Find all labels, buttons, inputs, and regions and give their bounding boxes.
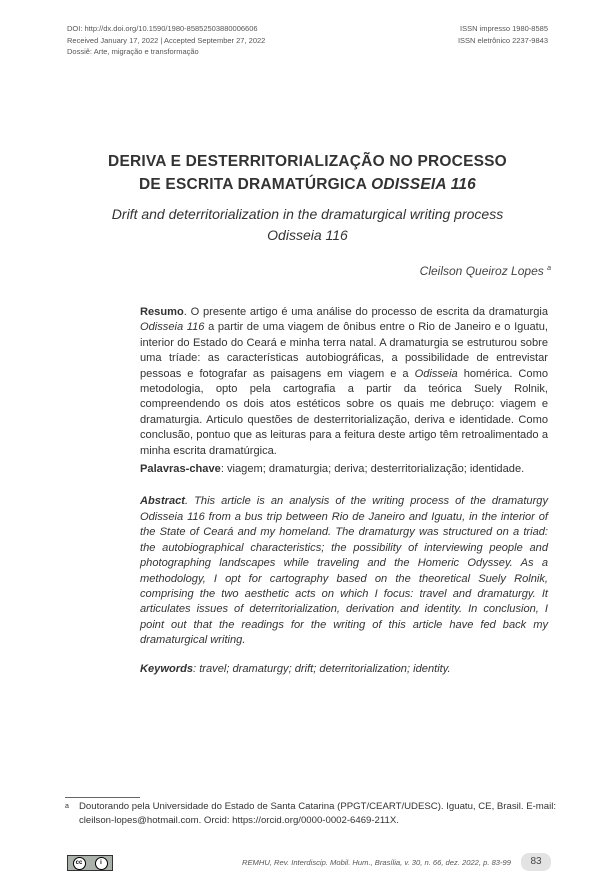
author-name-text: Cleilson Queiroz Lopes — [419, 264, 544, 278]
author-footnote — [65, 800, 560, 828]
cc-icon: cc — [73, 857, 86, 870]
title-line-2-text: DE ESCRITA DRAMATÚRGICA — [138, 176, 372, 193]
keywords-text: : travel; dramaturgy; drift; deterritorialization; identity. — [193, 662, 451, 675]
dossier-topic: Arte, migração e transformação — [93, 47, 199, 56]
abstract-label: Abstract — [140, 495, 186, 508]
issn-block — [458, 23, 548, 46]
creative-commons-license-icon[interactable] — [67, 855, 113, 871]
resumo-text-2: a partir de uma viagem de ônibus entre o Rio de Janeiro e o Iguatu, interior do Estado do Ceará e minha terra natal. A dramaturgia se estruturou sobre uma tríade: as características autobiográficas, a possibilidade de entrevistar pessoas e fotografar as paisagens em viagem e a — [140, 321, 548, 380]
article-metadata — [67, 23, 265, 58]
dossier-label: Dossiê: — [67, 47, 93, 56]
issn-print: ISSN impresso 1980-8585 — [460, 24, 548, 33]
abstract-paragraph — [140, 494, 548, 648]
abstract-text: . This article is an analysis of the writing process of the dramaturgy Odisseia 116 from a bus trip between Rio de Janeiro and Iguatu, in the interior of the State of Ceará and my homeland. The dramaturgy was structured on a triad: the autobiographical characteristics; the possibility of interviewing people and photographing landscapes while traveling and the Homeric Odyssey. As a methodology, I opt for cartography based on the theoretical Suely Rolnik, comprising the two aesthetic acts on which I focus: travel and dramaturgy. It articulates issues of deterritorialization, derivation and identity. In conclusion, I point out that the readings for the writing of this article have fed back my dramaturgical writing. — [140, 495, 548, 647]
author-footnote-mark: a — [547, 265, 551, 272]
resumo-text-1: . O presente artigo é uma análise do processo de escrita da dramaturgia — [183, 306, 548, 318]
received-accepted-dates: Received January 17, 2022 | Accepted September 27, 2022 — [67, 35, 266, 45]
resumo-paragraph — [140, 305, 548, 459]
footnote-divider — [65, 797, 140, 798]
keywords-paragraph — [140, 662, 548, 677]
issn-electronic: ISSN eletrônico 2237-9843 — [457, 35, 548, 45]
palavras-chave-paragraph — [140, 462, 548, 477]
journal-reference: REMHU, Rev. Interdiscip. Mobil. Hum., Brasília, v. 30, n. 66, dez. 2022, p. 83-99 — [242, 858, 511, 867]
resumo-italic-2: Odisseia — [414, 367, 458, 380]
english-title-line-2: Odisseia 116 — [267, 227, 348, 243]
keywords-label: Keywords — [140, 662, 194, 675]
page-number: 83 — [521, 853, 551, 871]
footnote-mark: a — [65, 803, 69, 810]
footnote-text: Doutorando pela Universidade do Estado de Santa Catarina (PPGT/CEART/UDESC). Iguatu, CE, Brasil. E-mail: cleilson-lopes@hotmail.com. Orcid: https://orcid.org/0000-0002-6469-211X. — [79, 801, 557, 826]
english-title-line-1: Drift and deterritorialization in the dramaturgical writing process — [111, 206, 504, 222]
article-title — [40, 150, 575, 196]
english-title — [40, 204, 575, 246]
author-name — [420, 264, 551, 278]
title-line-1: DERIVA E DESTERRITORIALIZAÇÃO NO PROCESSO — [108, 153, 507, 170]
palavras-chave-label: Palavras-chave — [140, 463, 221, 476]
resumo-label: Resumo — [140, 306, 184, 318]
resumo-text-3: homérica. Como metodologia, opto pela cartografia a partir da teórica Suely Rolnik, compreendendo os dois atos estéticos sobre os quais me debruço: viagem e dramaturgia. Articulo questões de desterritorialização, deriva e identidade. Como conclusão, pontuo que as leituras para a feitura deste artigo têm retroalimentado a minha escrita dramatúrgica. — [140, 367, 548, 457]
resumo-italic-1: Odisseia 116 — [140, 321, 205, 334]
abstract-block — [140, 305, 548, 677]
attribution-icon: i — [95, 857, 108, 870]
palavras-chave-text: : viagem; dramaturgia; deriva; desterritorialização; identidade. — [220, 463, 525, 476]
title-italic-work: ODISSEIA 116 — [371, 176, 477, 193]
title-line-2 — [40, 173, 575, 196]
dossier-line — [67, 46, 265, 58]
doi-text: DOI: http://dx.doi.org/10.1590/1980-85852503880006606 — [67, 24, 258, 33]
